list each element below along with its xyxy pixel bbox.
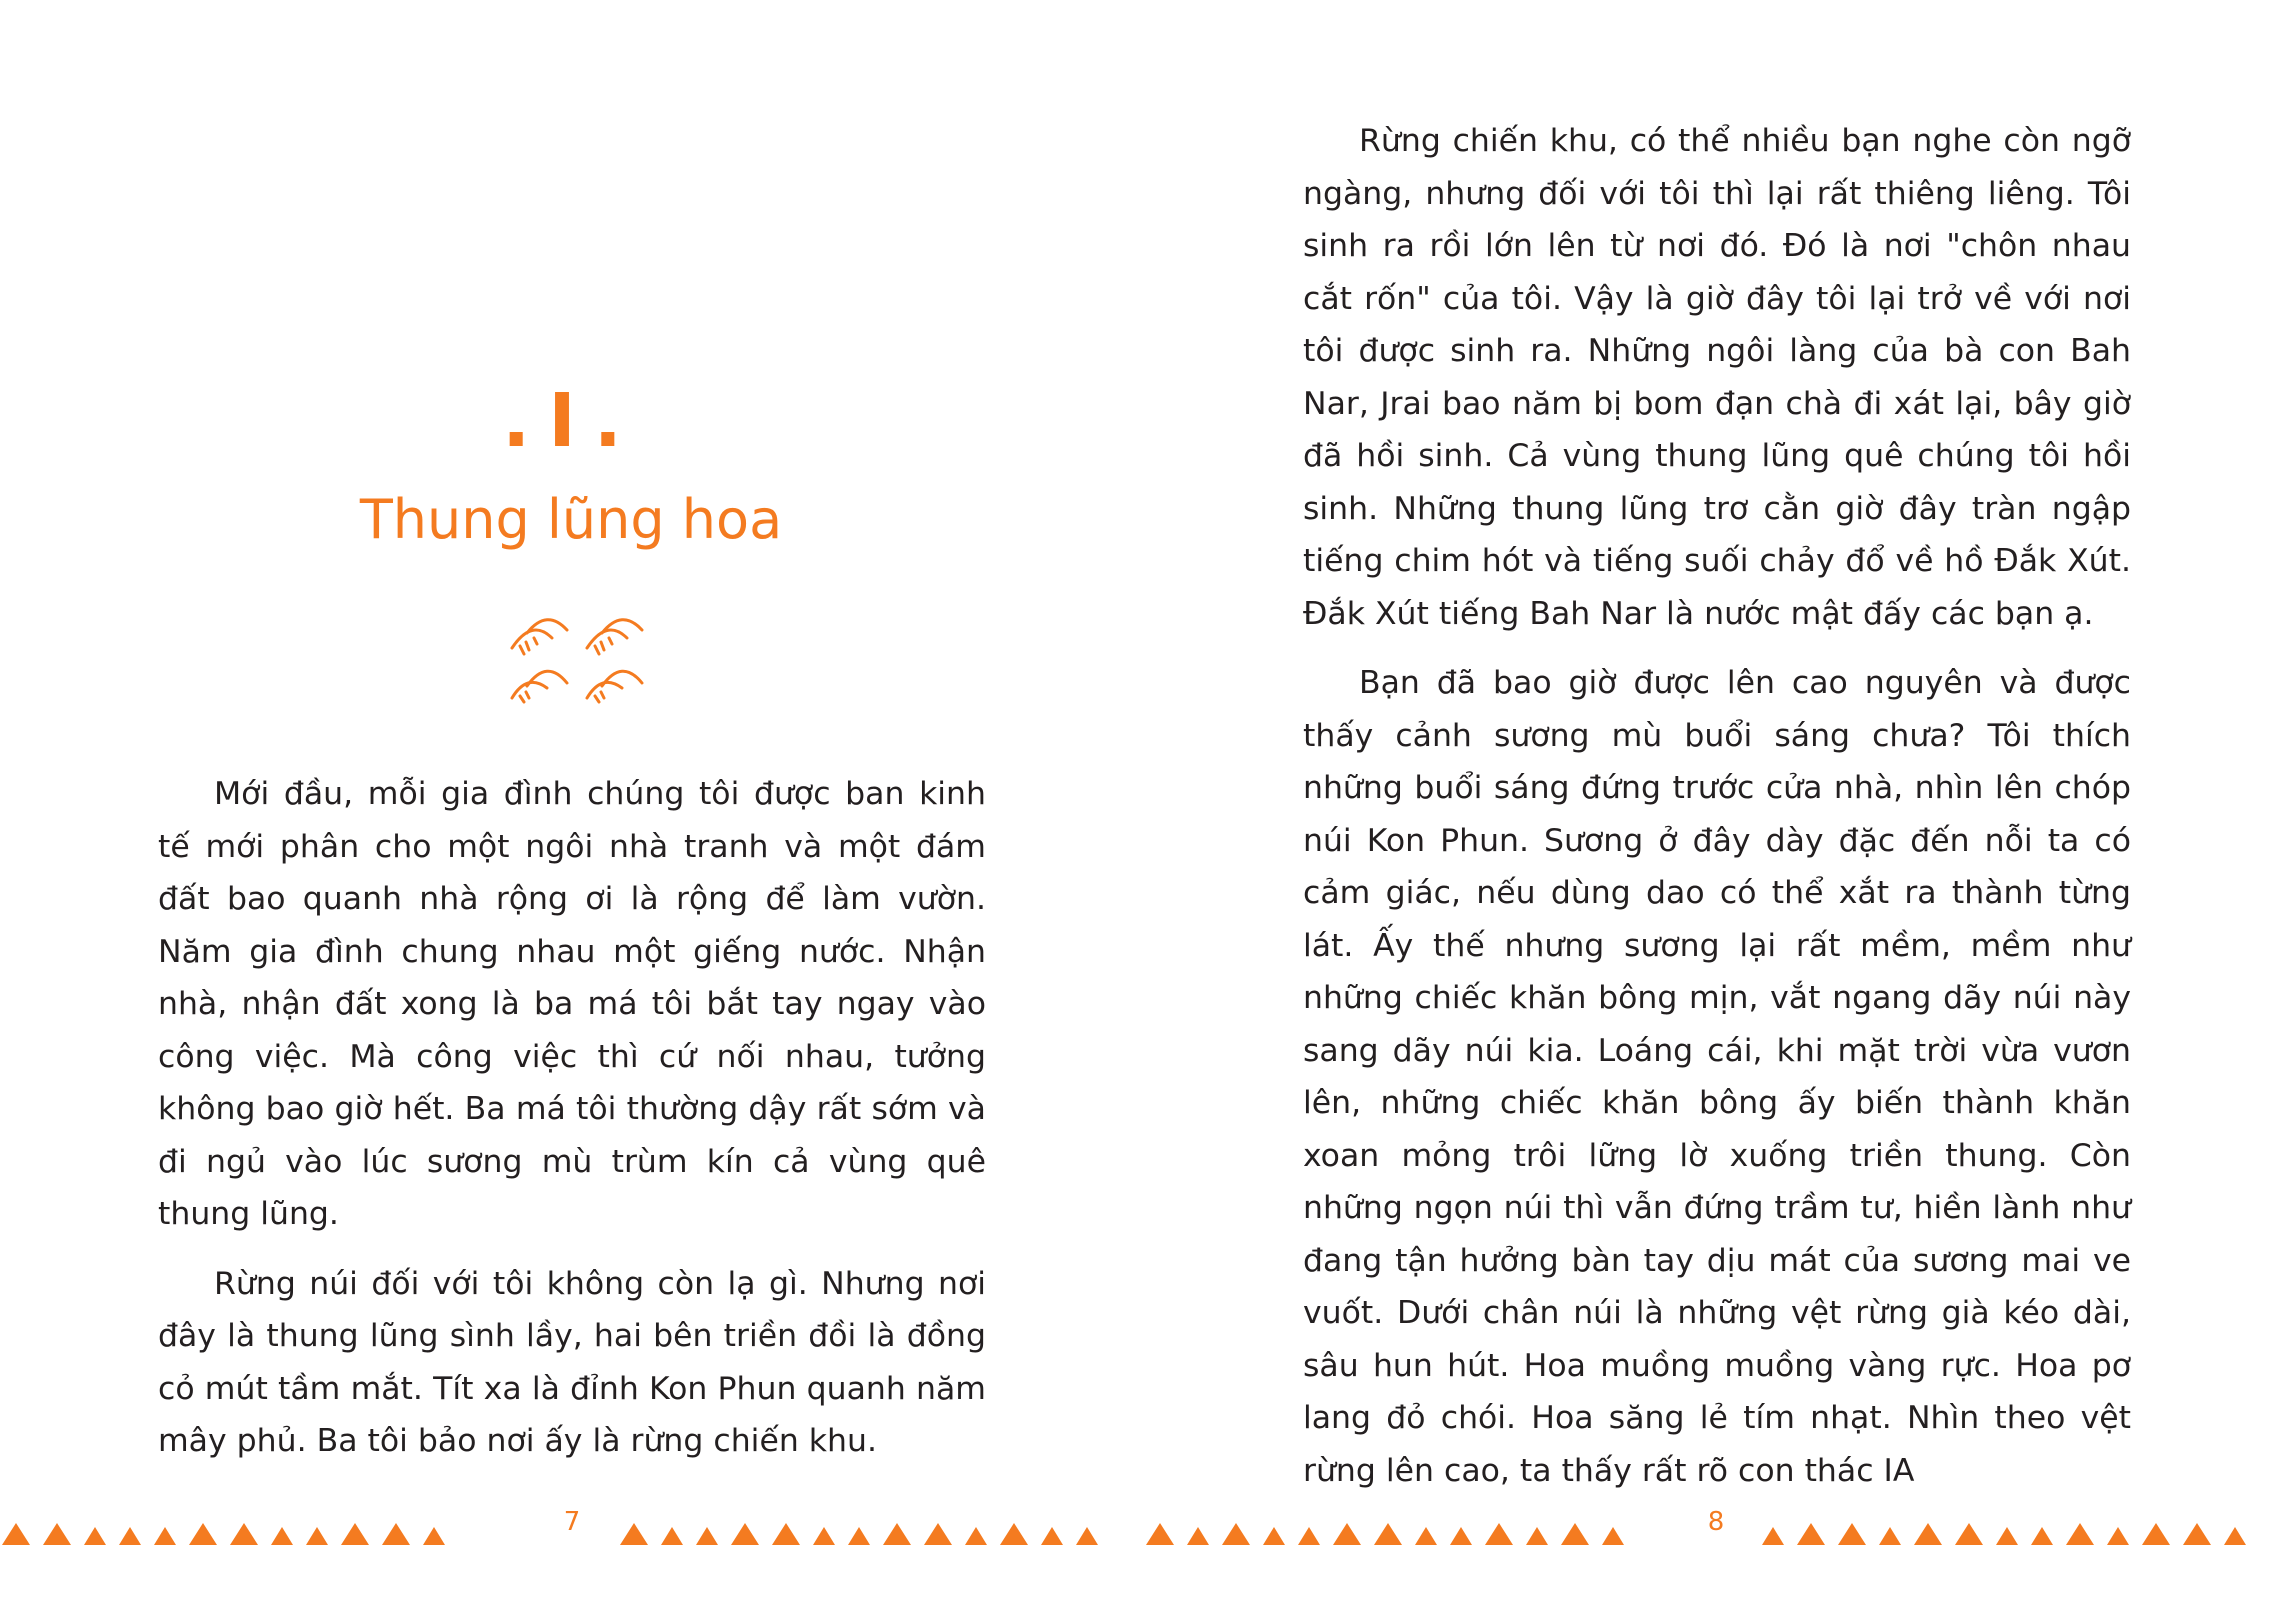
paragraph: Rừng chiến khu, có thể nhiều bạn nghe còn ngỡ ngàng, nhưng đối với tôi thì lại rất thiêng liêng. Tôi sinh ra rồi lớn lên từ nơi đó. Đó là nơi "chôn nhau cắt rốn" của tôi. Vậy là giờ đây tôi lại trở về với nơi tôi được sinh ra. Những ngôi làng của bà con Bah Nar, Jrai bao năm bị bom đạn chà đi xát lại, bây giờ đã hồi sinh. Cả vùng thung lũng quê chúng tôi hồi sinh. Những thung lũng trơ cằn giờ đây tràn ngập tiếng chim hót và tiếng suối chảy đổ về hồ Đắk Xút. Đắk Xút tiếng Bah Nar là nước mật đấy các bạn ạ. xyxy=(1303,123,2131,632)
triangle-border-icon xyxy=(620,1505,1111,1545)
hills-ornament-icon xyxy=(492,608,652,708)
paragraph: Mới đầu, mỗi gia đình chúng tôi được ban kinh tế mới phân cho một ngôi nhà tranh và một đám đất bao quanh nhà rộng ơi là rộng để làm vườn. Năm gia đình chung nhau một giếng nước. Nhận nhà, nhận đất xong là ba má tôi bắt tay ngay vào công việc. Mà công việc thì cứ nối nhau, tưởng không bao giờ hết. Ba má tôi thường dậy rất sớm và đi ngủ vào lúc sương mù trùm kín cả vùng quê thung lũng. xyxy=(158,776,986,1232)
right-page-body xyxy=(1303,115,2131,1514)
left-page-body xyxy=(158,768,986,1485)
right-page xyxy=(1142,0,2284,1615)
footer-left xyxy=(0,1505,1142,1545)
paragraph: Bạn đã bao giờ được lên cao nguyên và được thấy cảnh sương mù buổi sáng chưa? Tôi thích những buổi sáng đứng trước cửa nhà, nhìn lên chóp núi Kon Phun. Sương ở đây dày đặc đến nỗi ta có cảm giác, nếu dùng dao có thể xắt ra thành từng lát. Ấy thế nhưng sương lại rất mềm, mềm như những chiếc khăn bông mịn, vắt ngang dãy núi này sang dãy núi kia. Loáng cái, khi mặt trời vừa vươn lên, những chiếc khăn bông ấy biến thành khăn xoan mỏng trôi lững lờ xuống triền thung. Còn những ngọn núi thì vẫn đứng trầm tư, hiền lành như đang tận hưởng bàn tay dịu mát của sương mai ve vuốt. Dưới chân núi là những vệt rừng già kéo dài, sâu hun hút. Hoa muồng muồng vàng rực. Hoa pơ lang đỏ chói. Hoa săng lẻ tím nhạt. Nhìn theo vệt rừng lên cao, ta thấy rất rõ con thác IA xyxy=(1303,665,2131,1489)
footer-right xyxy=(1142,1505,2284,1545)
paragraph: Rừng núi đối với tôi không còn lạ gì. Nhưng nơi đây là thung lũng sình lầy, hai bên triền đồi là đồng cỏ mút tầm mắt. Tít xa là đỉnh Kon Phun quanh năm mây phủ. Ba tôi bảo nơi ấy là rừng chiến khu. xyxy=(158,1265,986,1459)
page-number-left: 7 xyxy=(563,1507,581,1537)
chapter-title: Thung lũng hoa xyxy=(359,488,783,551)
triangle-border-icon xyxy=(1762,1505,2259,1545)
page-number-right: 8 xyxy=(1707,1507,1725,1537)
chapter-number: .I. xyxy=(502,378,640,464)
triangle-border-icon xyxy=(2,1505,458,1545)
triangle-border-icon xyxy=(1146,1505,1637,1545)
